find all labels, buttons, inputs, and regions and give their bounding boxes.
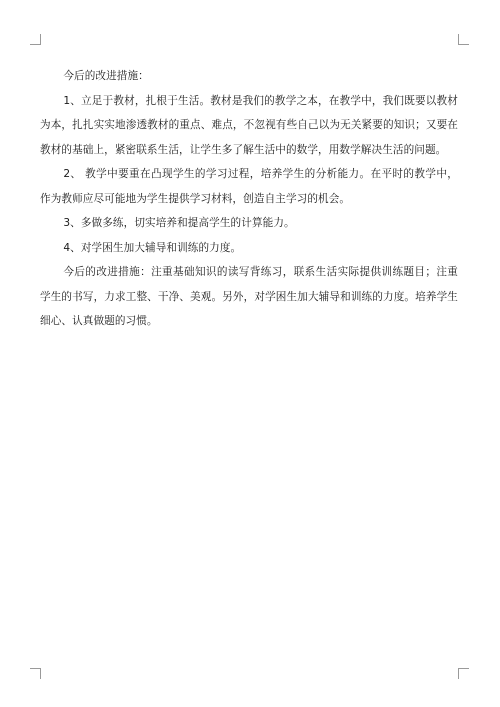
paragraph-item-3: 3、多做多练，切实培养和提高学生的计算能力。 xyxy=(63,217,295,229)
paragraph-summary: 今后的改进措施：注重基础知识的读写背练习，联系生活实际提供训练题目；注重学生的书写，力求工整、干净、美观。另外，对学困生加大辅导和训练的力度。培养学生细心、认真做题的习惯。 xyxy=(40,266,458,327)
paragraph-item-4: 4、对学困生加大辅导和训练的力度。 xyxy=(63,241,242,254)
corner-mark-bottom-left xyxy=(30,668,41,679)
paragraph-item-2: 2、 教学中要重在凸现学生的学习过程，培养学生的分析能力。在平时的教学中，作为教师应尽可能地为学生提供学习材料，创造自主学习的机会。 xyxy=(40,168,458,205)
heading-improvement-measures: 今后的改进措施： xyxy=(63,70,149,82)
corner-mark-bottom-right xyxy=(458,668,469,679)
document-body xyxy=(40,64,458,334)
corner-mark-top-left xyxy=(30,34,41,45)
corner-mark-top-right xyxy=(458,34,469,45)
paragraph-item-1: 1、立足于教材，扎根于生活。教材是我们的教学之本，在教学中，我们既要以教材为本，扎扎实实地渗透教材的重点、难点，不忽视有些自己以为无关紧要的知识；又要在教材的基础上，紧密联系生活，让学生多了解生活中的数学，用数学解决生活的问题。 xyxy=(40,94,458,156)
